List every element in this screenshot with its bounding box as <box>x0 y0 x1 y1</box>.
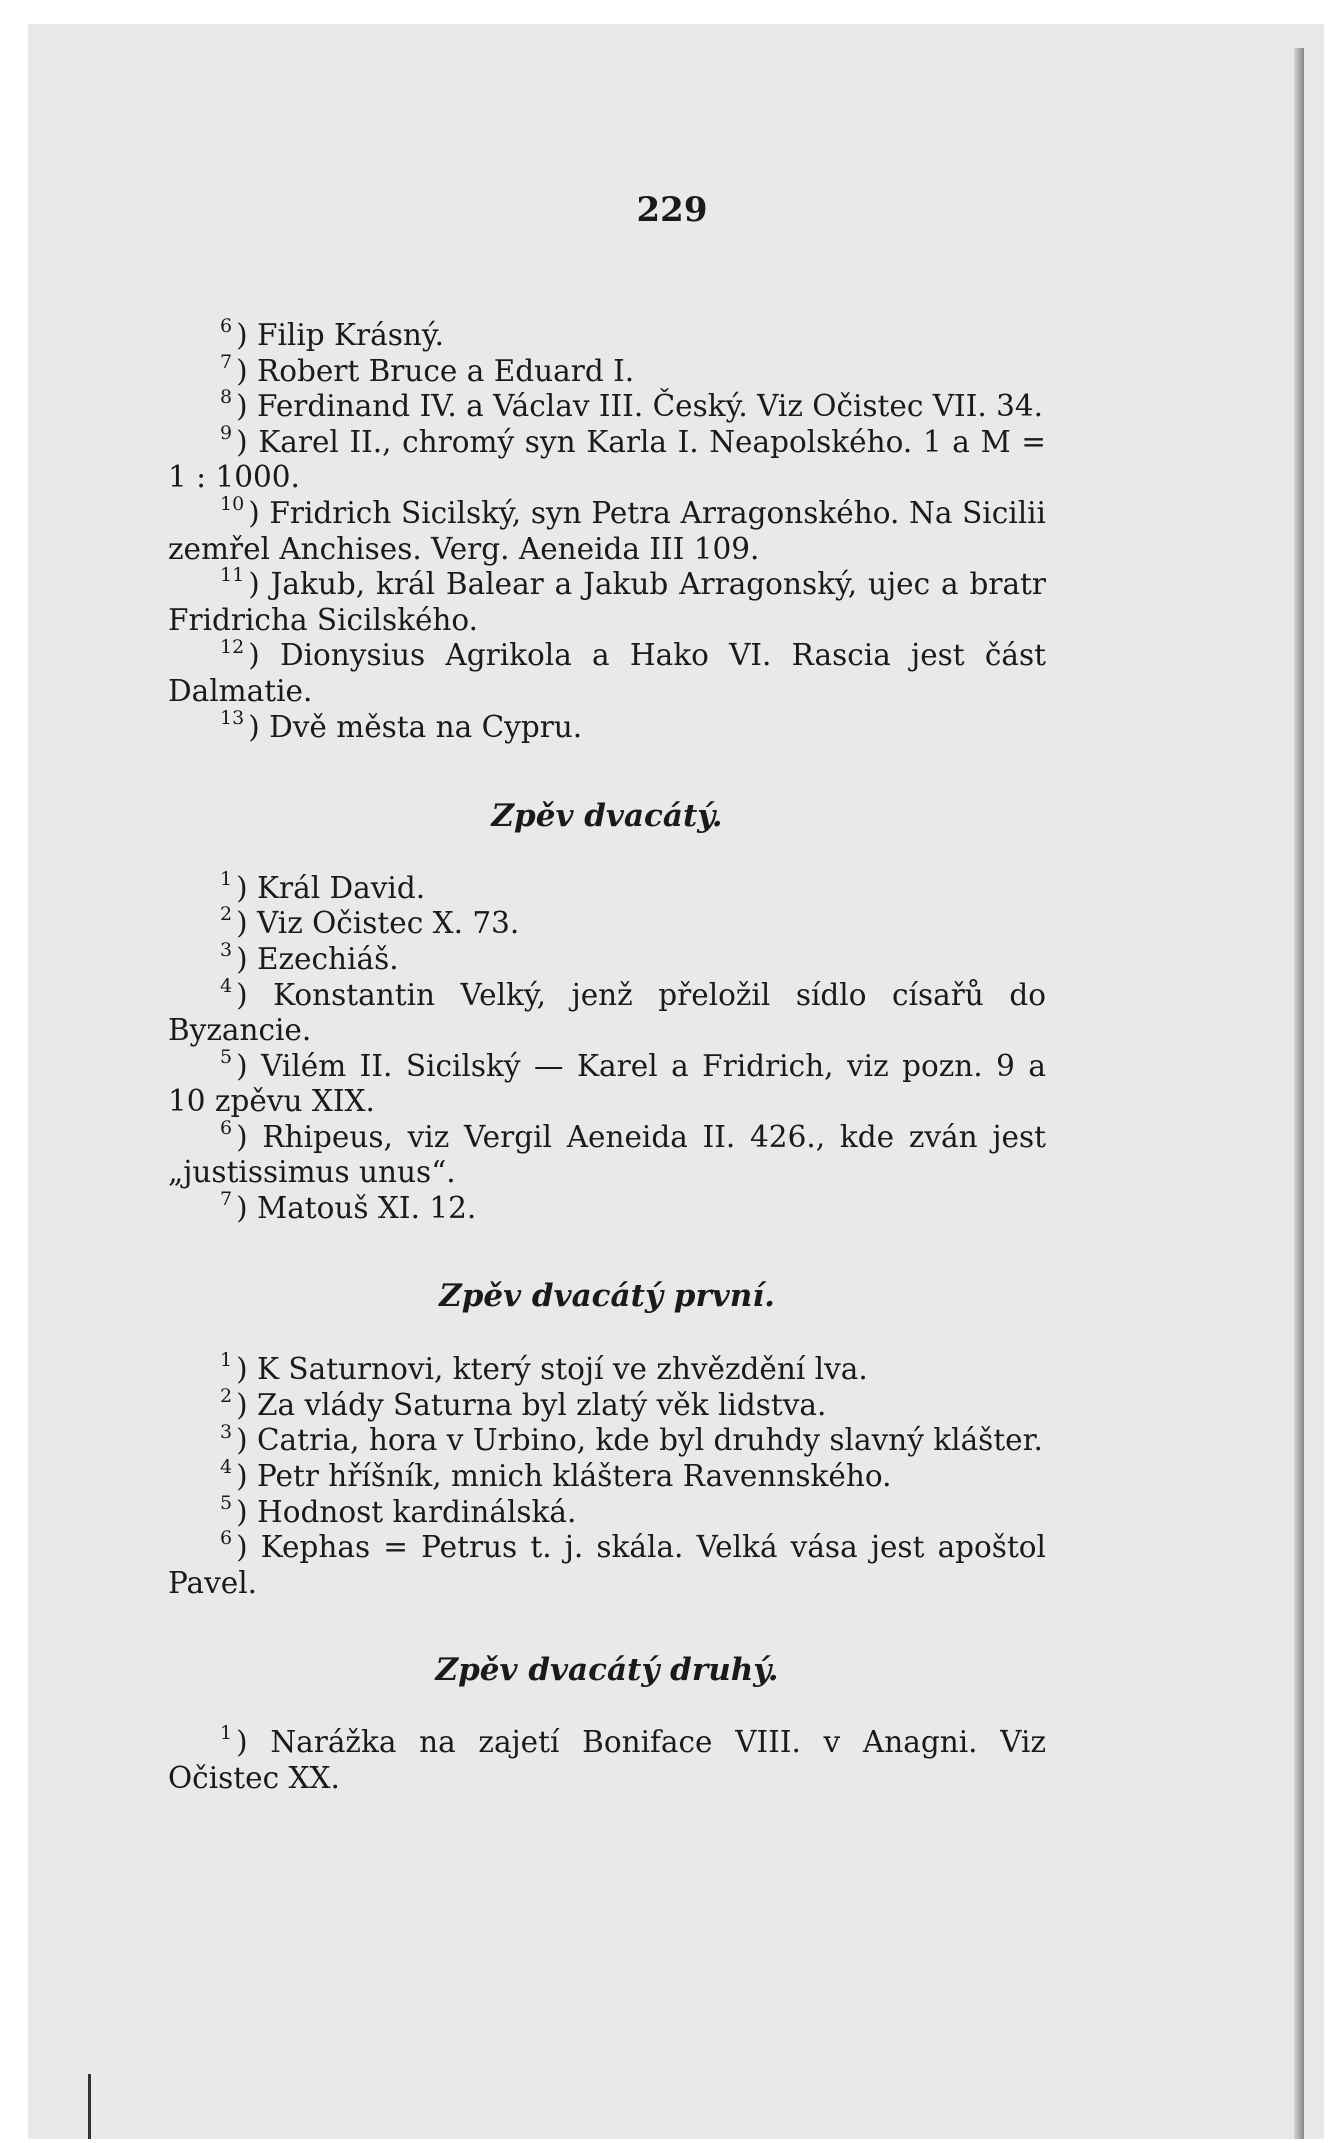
footnote-text: Catria, hora v Urbino, kde byl druhdy slavný klášter. <box>256 1423 1043 1458</box>
page-number: 229 <box>636 190 708 230</box>
footnote-marker: 2 <box>220 1385 233 1408</box>
footnote-text: Dvě města na Cypru. <box>269 709 583 744</box>
footnote-text: Matouš XI. 12. <box>256 1191 477 1226</box>
footnote-text: Kephas = Petrus t. j. skála. Velká vása jest apoštol Pavel. <box>168 1530 1046 1600</box>
footnote-6: $^6$ ) Rhipeus, viz Vergil Aeneida II. 426., kde zván jest „justissimus unus“. <box>168 1117 1046 1190</box>
section-heading-canto-21: Zpěv dvacátý první. <box>439 1277 775 1314</box>
footnote-text: Petr hříšník, mnich kláštera Ravennského. <box>256 1459 892 1494</box>
footnotes-body <box>168 315 1047 1796</box>
footnote-marker: 8 <box>220 386 233 409</box>
section-heading-canto-20: Zpěv dvacátý. <box>491 798 723 835</box>
footnote-text: Rhipeus, viz Vergil Aeneida II. 426., kde zván jest „justissimus unus“. <box>168 1119 1046 1190</box>
footnote-8: $^8$ ) Ferdinand IV. a Václav III. Český. Viz Očistec VII. 34. <box>220 386 1044 424</box>
footnote-marker: 5 <box>220 1491 233 1514</box>
footnote-text: Robert Bruce a Eduard I. <box>256 353 635 388</box>
footnote-text: Za vlády Saturna byl zlatý věk lidstva. <box>256 1387 827 1422</box>
footnote-5: $^5$ ) Hodnost kardinálská. <box>220 1491 577 1529</box>
footnote-marker: 10 <box>220 493 245 516</box>
footnote-2: $^2$ ) Viz Očistec X. 73. <box>220 903 520 941</box>
footnote-6: $^6$ ) Kephas = Petrus t. j. skála. Velká vása jest apoštol Pavel. <box>168 1527 1046 1600</box>
footnote-marker: 11 <box>220 564 245 587</box>
footnote-text: K Saturnovi, který stojí ve zhvězdění lva. <box>256 1352 868 1387</box>
footnote-2: $^2$ ) Za vlády Saturna byl zlatý věk lidstva. <box>220 1385 827 1422</box>
footnote-marker: 4 <box>220 974 233 997</box>
footnote-13: $^{13}$ ) Dvě města na Cypru. <box>220 706 583 744</box>
footnote-marker: 1 <box>220 1349 233 1372</box>
footnote-marker: 5 <box>220 1045 233 1068</box>
footnote-marker: 3 <box>220 1420 233 1443</box>
footnote-12: $^{12}$ ) Dionysius Agrikola a Hako VI. Rascia jest část Dalmatie. <box>168 635 1047 708</box>
footnote-5: $^5$ ) Vilém II. Sicilský — Karel a Fridrich, viz pozn. 9 a 10 zpěvu XIX. <box>168 1045 1046 1119</box>
footnote-3: $^3$ ) Ezechiáš. <box>220 939 399 976</box>
footnote-marker: 2 <box>220 903 233 926</box>
footnote-text: Dionysius Agrikola a Hako VI. Rascia jest část Dalmatie. <box>168 638 1047 708</box>
footnote-3: $^3$ ) Catria, hora v Urbino, kde byl druhdy slavný klášter. <box>220 1420 1043 1458</box>
footnote-4: $^4$ ) Konstantin Velký, jenž přeložil sídlo císařů do Byzancie. <box>168 974 1046 1048</box>
footnote-text: Filip Krásný. <box>256 318 445 352</box>
footnote-text: Konstantin Velký, jenž přeložil sídlo císařů do Byzancie. <box>168 977 1046 1048</box>
footnote-1: $^1$ ) Narážka na zajetí Boniface VIII. v Anagni. Viz Očistec XX. <box>168 1722 1046 1795</box>
footnote-marker: 1 <box>220 867 233 890</box>
footnote-9: $^9$ ) Karel II., chromý syn Karla I. Neapolského. 1 a M = 1 : 1000. <box>168 421 1047 495</box>
footnote-text: Vilém II. Sicilský — Karel a Fridrich, viz pozn. 9 a 10 zpěvu XIX. <box>168 1048 1046 1119</box>
footnote-text: Narážka na zajetí Boniface VIII. v Anagni. Viz Očistec XX. <box>168 1725 1046 1795</box>
footnote-1: $^1$ ) Král David. <box>220 867 426 905</box>
footnote-6: $^6$ ) Filip Krásný. <box>220 315 445 352</box>
footnote-marker: 1 <box>220 1722 233 1745</box>
footnote-text: Ezechiáš. <box>256 941 399 976</box>
footnote-marker: 3 <box>220 939 233 962</box>
footnote-marker: 7 <box>220 1188 233 1211</box>
footnote-1: $^1$ ) K Saturnovi, který stojí ve zhvězdění lva. <box>220 1349 868 1387</box>
footnote-text: Hodnost kardinálská. <box>256 1494 577 1529</box>
footnote-11: $^{11}$ ) Jakub, král Balear a Jakub Arragonský, ujec a bratr Fridricha Sicilského. <box>168 564 1046 637</box>
footnote-marker: 6 <box>220 1527 233 1550</box>
footnote-marker: 4 <box>220 1456 233 1479</box>
footnote-marker: 9 <box>220 421 233 444</box>
footnote-text: Fridrich Sicilský, syn Petra Arragonského. Na Sicilii zemřel Anchises. Verg. Aeneida III 109. <box>168 495 1046 566</box>
footnote-text: Jakub, král Balear a Jakub Arragonský, ujec a bratr Fridricha Sicilského. <box>168 567 1046 637</box>
footnote-marker: 6 <box>220 1117 233 1140</box>
footnote-text: Ferdinand IV. a Václav III. Český. Viz Očistec VII. 34. <box>256 389 1044 424</box>
footnote-4: $^4$ ) Petr hříšník, mnich kláštera Ravennského. <box>220 1456 892 1494</box>
footnote-10: $^{10}$ ) Fridrich Sicilský, syn Petra Arragonského. Na Sicilii zemřel Anchises. Verg. Aeneida III 109. <box>168 493 1046 566</box>
section-heading-canto-22: Zpěv dvacátý druhý. <box>435 1652 779 1689</box>
footnote-7: $^7$ ) Robert Bruce a Eduard I. <box>220 350 635 388</box>
footnote-7: $^7$ ) Matouš XI. 12. <box>220 1188 477 1226</box>
footnote-marker: 6 <box>220 315 233 338</box>
footnote-text: Karel II., chromý syn Karla I. Neapolského. 1 a M = 1 : 1000. <box>168 424 1047 495</box>
footnote-marker: 7 <box>220 350 233 373</box>
footnote-marker: 12 <box>220 635 245 658</box>
footnote-text: Viz Očistec X. 73. <box>256 906 520 941</box>
footnote-text: Král David. <box>256 870 426 905</box>
page-edge-shadow <box>1294 48 1304 2143</box>
margin-mark <box>88 2074 91 2143</box>
footnote-marker: 13 <box>220 706 245 729</box>
